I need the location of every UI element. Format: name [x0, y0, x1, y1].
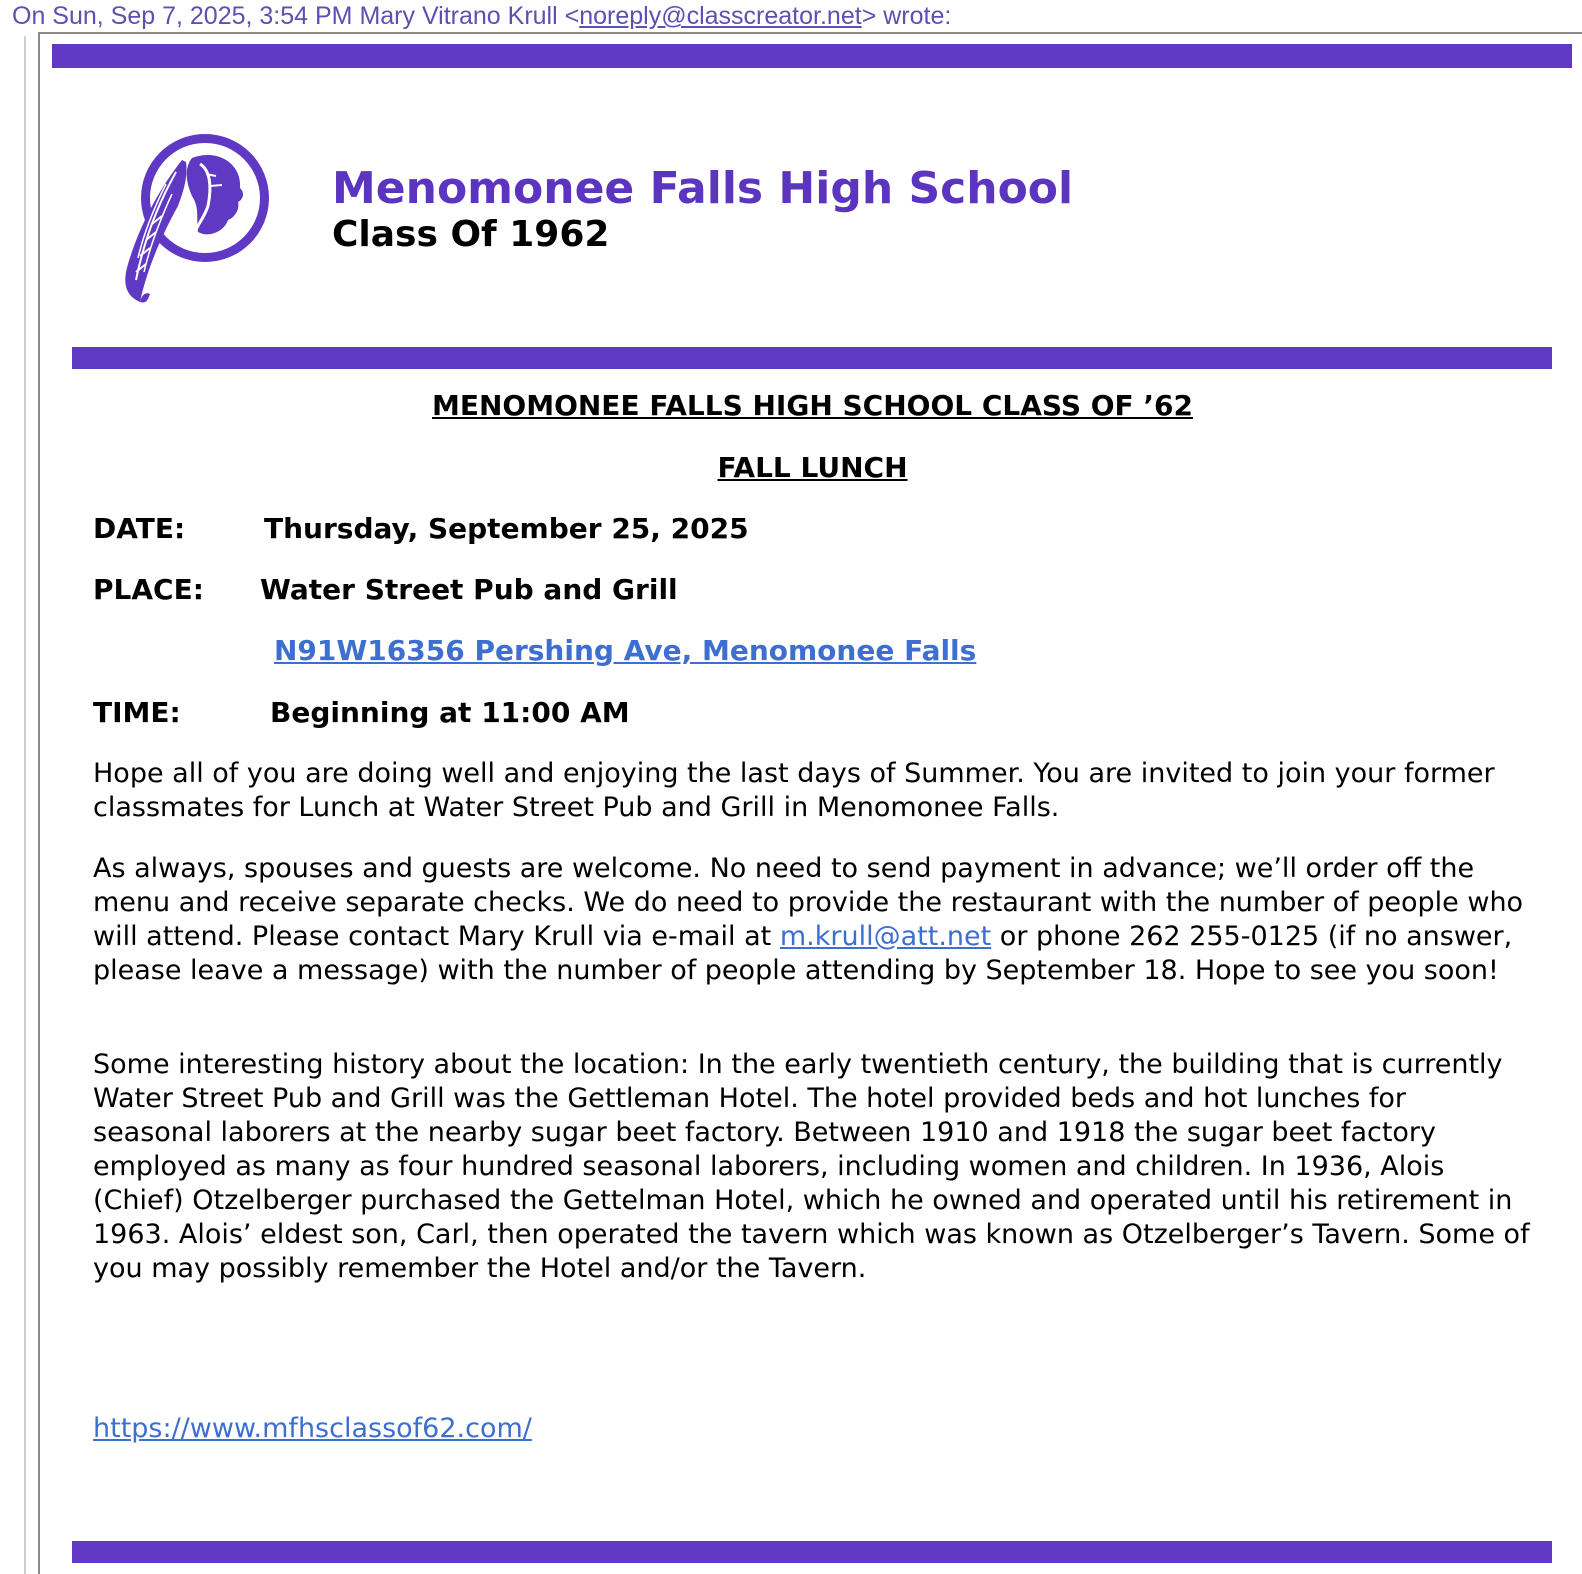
time-label: TIME:: [93, 696, 181, 729]
rsvp-text-before: As always, spouses and guests are welcome. No need to send payment in advance; we’ll order off the menu and receive separate checks. We do need to provide the restaurant with the number of people who will attend. Please contact Mary Krull via e-mail at: [93, 853, 1524, 952]
contact-email-link[interactable]: m.krull@att.net: [779, 921, 992, 952]
quote-prefix: On Sun, Sep 7, 2025, 3:54 PM Mary Vitrano Krull <: [12, 2, 580, 30]
date-value: Thursday, September 25, 2025: [264, 512, 749, 545]
invitation-paragraph: Hope all of you are doing well and enjoying the last days of Summer. You are invited to join your former classmates for Lunch at Water Street Pub and Grill in Menomonee Falls.: [93, 758, 1495, 823]
rsvp-text-after: or phone 262 255-0125 (if no answer, please leave a message) with the number of people attending by September 18. Hope to see you soon!: [93, 921, 1513, 986]
place-value: Water Street Pub and Grill: [260, 573, 678, 606]
quote-suffix: > wrote:: [861, 2, 952, 30]
address-link[interactable]: N91W16356 Pershing Ave, Menomonee Falls: [274, 634, 977, 667]
email-frame-left-border: [38, 32, 40, 1574]
quote-bar: [24, 36, 26, 1574]
event-subtitle: FALL LUNCH: [717, 451, 908, 484]
time-value: Beginning at 11:00 AM: [270, 696, 630, 729]
website-link[interactable]: https://www.mfhsclassof62.com/: [93, 1413, 532, 1444]
email-frame-top-border: [38, 32, 1582, 34]
middle-purple-band: [72, 347, 1552, 369]
quote-header: [12, 2, 951, 31]
sender-email-link[interactable]: noreply@classcreator.net: [579, 2, 862, 30]
bottom-purple-band: [72, 1541, 1552, 1563]
class-year: Class Of 1962: [332, 214, 610, 255]
date-label: DATE:: [93, 512, 186, 545]
school-name: Menomonee Falls High School: [332, 163, 1074, 214]
indian-head-logo-icon: [100, 124, 280, 308]
rsvp-paragraph: [93, 852, 1533, 988]
event-title: MENOMONEE FALLS HIGH SCHOOL CLASS OF ’62: [431, 389, 1194, 422]
place-label: PLACE:: [93, 573, 204, 606]
history-paragraph: Some interesting history about the location: In the early twentieth century, the building that is currently Water Street Pub and Grill was the Gettleman Hotel. The hotel provided beds and hot lunches for seasonal laborers at the nearby sugar beet factory. Between 1910 and 1918 the sugar beet factory employed as many as four hundred seasonal laborers, including women and children. In 1936, Alois (Chief) Otzelberger purchased the Gettelman Hotel, which he owned and operated until his retirement in 1963. Alois’ eldest son, Carl, then operated the tavern which was known as Otzelberger’s Tavern. Some of you may possibly remember the Hotel and/or the Tavern.: [93, 1049, 1530, 1284]
top-purple-band: [52, 44, 1572, 68]
